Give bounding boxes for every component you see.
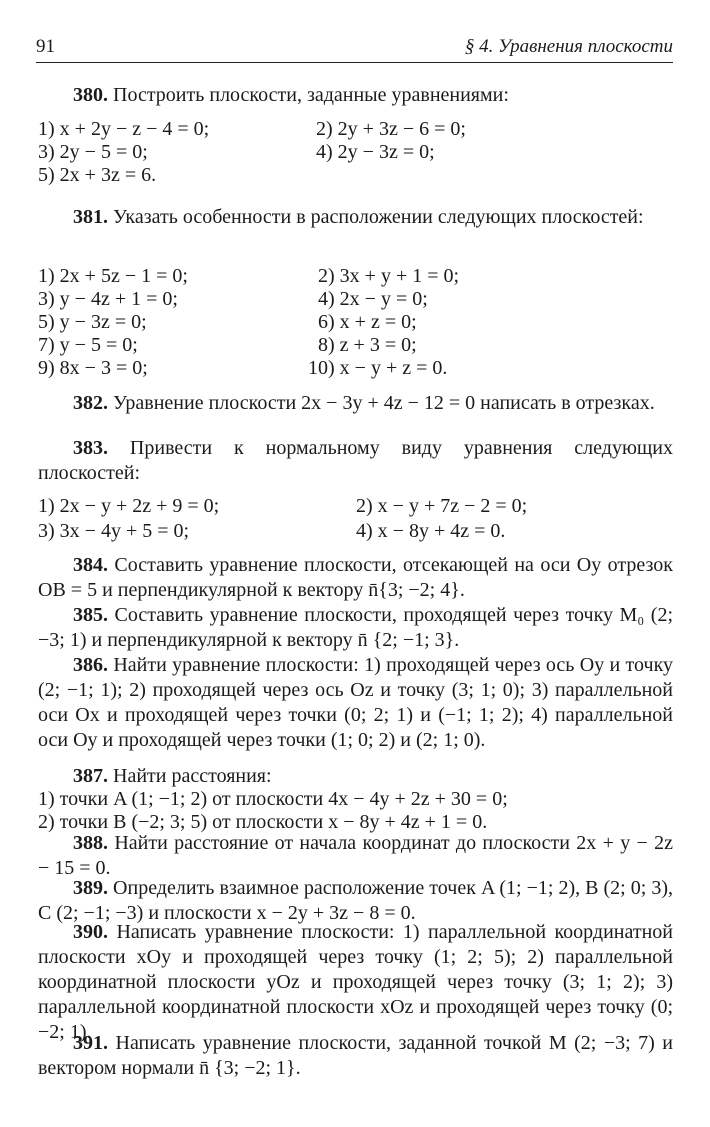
problem-382 [38,391,673,416]
problem-text: Найти расстояния: [113,765,272,787]
problem-386 [38,653,673,753]
problem-text: Составить уравнение плоскости, проходящей через точку M₀ (2; −3; 1) и перпендикулярной к вектору n̄ {2; −1; 3}. [38,604,674,651]
problem-387 [38,764,673,789]
problem-381-items [38,264,673,379]
problem-number: 386. [73,654,108,676]
list-item: 7) y − 5 = 0; [38,334,138,356]
list-item: 1) 2x − y + 2z + 9 = 0; [38,495,220,517]
list-item: 3) 2y − 5 = 0; [38,141,148,163]
list-item: 4) 2y − 3z = 0; [316,141,435,163]
list-item: 2) 2y + 3z − 6 = 0; [316,118,466,140]
list-item: 4) 2x − y = 0; [318,288,428,310]
list-item: 5) 2x + 3z = 6. [38,164,157,186]
list-item: 1) 2x + 5z − 1 = 0; [38,265,188,287]
problem-388 [38,831,673,881]
problem-text: Указать особенности в расположении следующих плоскостей: [113,206,644,228]
problem-384 [38,553,673,603]
problem-391 [38,1031,673,1081]
list-item: 9) 8x − 3 = 0; [38,357,148,379]
list-item: 5) y − 3z = 0; [38,311,147,333]
problem-number: 385. [73,604,108,626]
problem-text: Написать уравнение плоскости, заданной точкой M (2; −3; 7) и вектором нормали n̄ {3; −2; 1}. [38,1032,674,1079]
problem-text: Привести к нормальному виду уравнения следующих плоскостей: [38,437,673,484]
problem-number: 391. [73,1032,108,1054]
problem-text: Написать уравнение плоскости: 1) параллельной координатной плоскости xOy и проходящей через точку (1; 2; 5); 2) параллельной координатной плоскости yOz и проходящей через точку (3; 1; 2); 3) параллельной координатной плоскости xOz и проходящей через точку (0; −2; 1). [38,921,673,1043]
problem-389 [38,876,673,926]
problem-380 [38,83,673,108]
problem-number: 384. [73,554,108,576]
list-item: 6) x + z = 0; [318,311,417,333]
problem-text: Найти расстояние от начала координат до плоскости 2x + y − 2z − 15 = 0. [38,832,674,879]
problem-number: 387. [73,765,108,787]
problem-number: 382. [73,392,108,414]
list-item: 2) 3x + y + 1 = 0; [318,265,460,287]
list-item: 8) z + 3 = 0; [318,334,417,356]
problem-number: 381. [73,206,108,228]
problem-385 [38,603,673,653]
list-item: 2) точки B (−2; 3; 5) от плоскости x − 8y + 4z + 1 = 0. [38,811,488,833]
problem-380-items [38,117,673,186]
list-item: 1) x + 2y − z − 4 = 0; [38,118,210,140]
list-item: 3) 3x − 4y + 5 = 0; [38,520,190,542]
list-item: 2) x − y + 7z − 2 = 0; [356,495,528,517]
problem-text: Построить плоскости, заданные уравнениями: [113,84,509,106]
problem-number: 383. [73,437,108,459]
problem-number: 388. [73,832,108,854]
problem-383 [38,436,673,486]
list-item: 4) x − 8y + 4z = 0. [356,520,506,542]
list-item: 3) y − 4z + 1 = 0; [38,288,178,310]
problem-number: 389. [73,877,108,899]
problem-text: Найти уравнение плоскости: 1) проходящей через ось Oy и точку (2; −1; 1); 2) проходящей через ось Oz и точку (3; 1; 0); 3) параллельной оси Ox и проходящей через точки (0; 2; 1) и (−1; 1; 2); 4) параллельной оси Oy и проходящей через точки (1; 0; 2) и (2; 1; 0). [38,654,673,751]
problem-number: 390. [73,921,108,943]
problem-387-items [38,787,673,833]
page-header [36,32,673,63]
problem-text: Составить уравнение плоскости, отсекающей на оси Oy отрезок OB = 5 и перпендикулярной к вектору n̄{3; −2; 4}. [38,554,673,601]
list-item: 10) x − y + z = 0. [308,357,448,379]
problem-390 [38,920,673,1045]
page-number: 91 [36,36,55,57]
running-title: § 4. Уравнения плоскости [464,36,673,57]
problem-381 [38,205,673,230]
problem-text: Определить взаимное расположение точек A (1; −1; 2), B (2; 0; 3), C (2; −1; −3) и плоскости x − 2y + 3z − 8 = 0. [38,877,674,924]
problem-number: 380. [73,84,108,106]
problem-text: Уравнение плоскости 2x − 3y + 4z − 12 = 0 написать в отрезках. [113,392,655,414]
list-item: 1) точки A (1; −1; 2) от плоскости 4x − 4y + 2z + 30 = 0; [38,788,508,810]
problem-383-items [38,494,673,544]
